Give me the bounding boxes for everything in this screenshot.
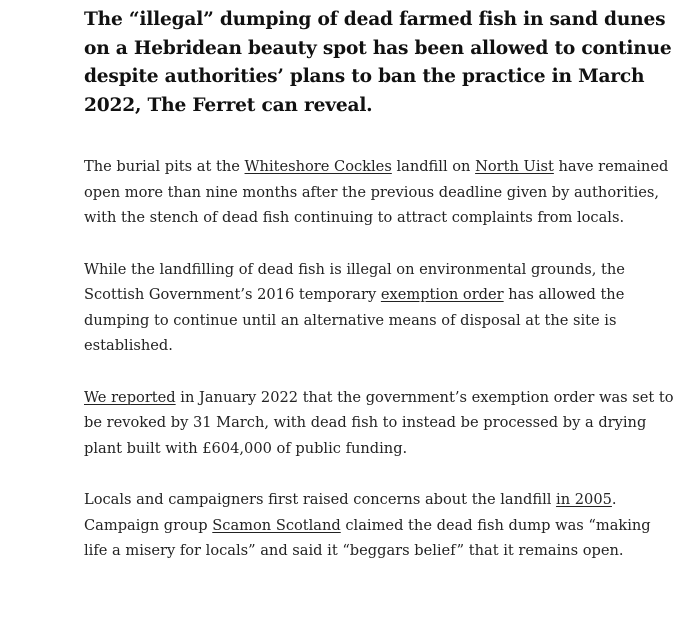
paragraph-text: has allowed the dumping to continue until an alternative means of disposal at the site is established. — [84, 286, 625, 354]
paragraph-january-report — [84, 385, 674, 462]
paragraph-burial-pits — [84, 154, 674, 231]
article-lede: The “illegal” dumping of dead farmed fish in sand dunes on a Hebridean beauty spot has been allowed to continue despite authorities’ plans to ban the practice in March 2022, The Ferret can reveal. — [84, 9, 672, 116]
paragraph-text: . Campaign group — [84, 491, 617, 534]
paragraph-text: While the landfilling of dead fish is illegal on environmental grounds, the Scottish Government’s 2016 temporary — [84, 260, 625, 303]
paragraph-text: landfill on — [391, 158, 476, 175]
paragraph-text: in January 2022 that the government’s exemption order was set to be revoked by 31 March, with dead fish to instead be processed by a drying plant built with £604,000 of public funding. — [84, 388, 674, 457]
paragraph-exemption — [84, 257, 674, 359]
link-in-2005[interactable]: in 2005 — [556, 491, 612, 508]
link-we-reported[interactable]: We reported — [84, 388, 176, 406]
link-north-uist[interactable]: North Uist — [475, 158, 554, 175]
link-exemption-order[interactable]: exemption order — [380, 286, 504, 303]
paragraph-text: The burial pits at the — [84, 158, 245, 175]
article-body — [84, 6, 674, 564]
link-whiteshore-cockles[interactable]: Whiteshore Cockles — [244, 158, 392, 175]
link-scamon-scotland[interactable]: Scamon Scotland — [212, 516, 341, 534]
paragraph-text: Locals and campaigners first raised concerns about the landfill — [84, 491, 557, 508]
paragraph-text: claimed the dead fish dump was “making life a misery for locals” and said it “beggars belief” that it remains open. — [84, 516, 651, 559]
paragraph-text: have remained open more than nine months after the previous deadline given by authorities, with the stench of dead fish continuing to attract complaints from locals. — [84, 158, 669, 226]
paragraph-campaigners — [84, 487, 674, 564]
